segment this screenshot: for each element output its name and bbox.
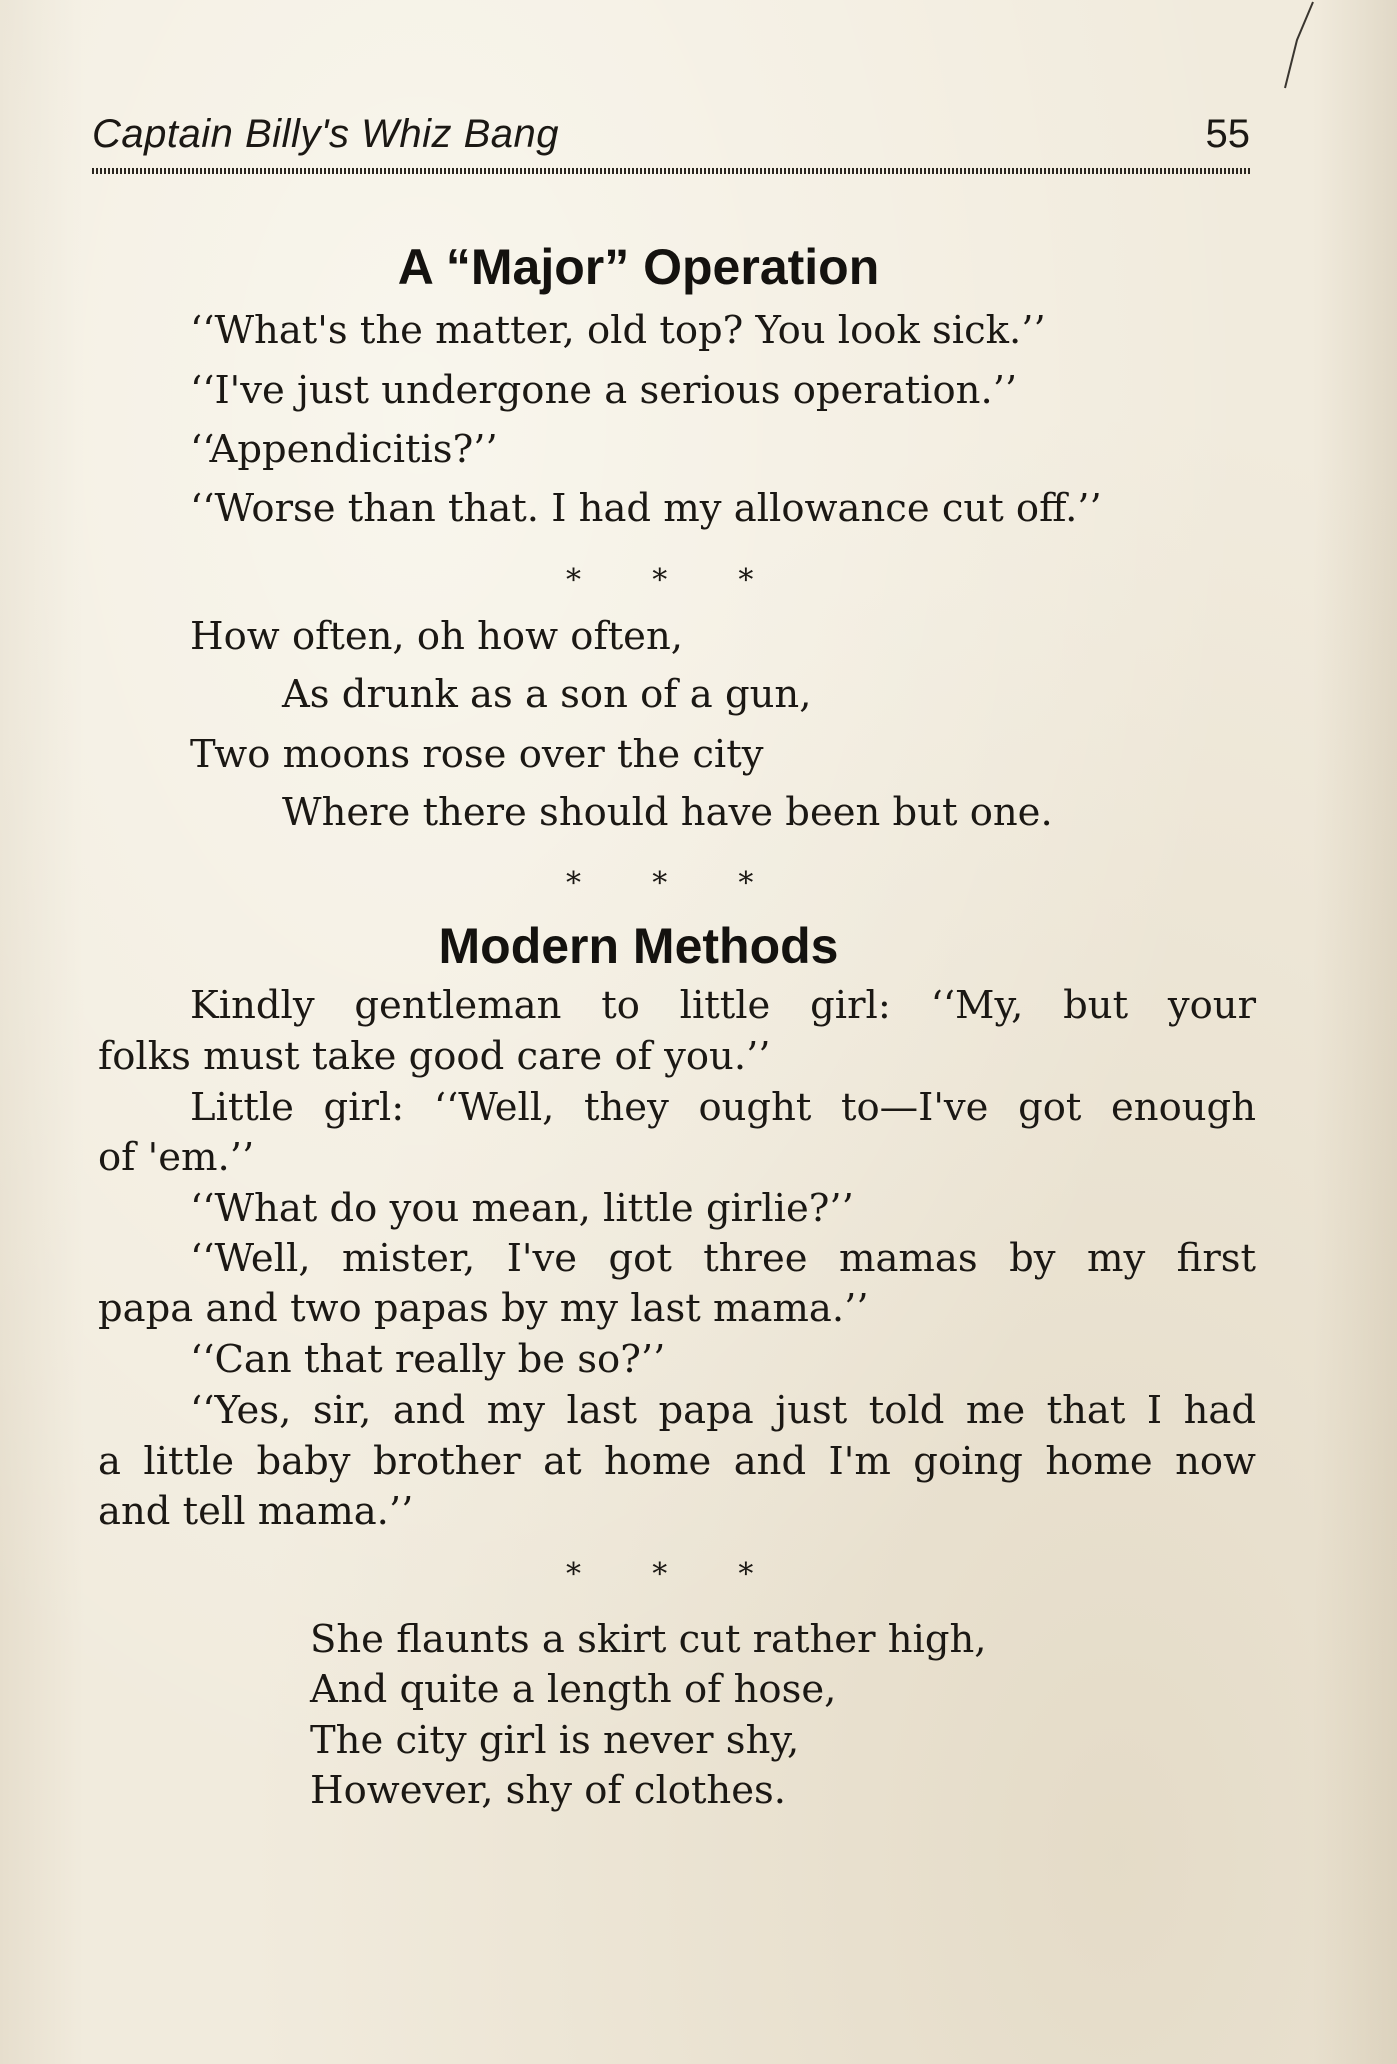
running-header	[92, 112, 1250, 172]
header-rule	[92, 168, 1250, 174]
dialogue-line: ‘‘I've just undergone a serious operation.’’	[190, 368, 1018, 413]
prose-line: ‘‘Yes, sir, and my last papa just told me that I had	[190, 1388, 1256, 1433]
prose-line: ‘‘What do you mean, little girlie?’’	[190, 1186, 854, 1231]
prose-line: ‘‘Well, mister, I've got three mamas by my first	[190, 1236, 1256, 1281]
dialogue-line: ‘‘Worse than that. I had my allowance cut off.’’	[190, 486, 1102, 531]
prose-line: ‘‘Can that really be so?’’	[190, 1337, 666, 1382]
section-separator: * * *	[566, 1557, 756, 1592]
page-number: 55	[1205, 112, 1250, 156]
poem-line: Where there should have been but one.	[282, 790, 1053, 835]
section-separator: * * *	[566, 563, 756, 598]
section-separator: * * *	[566, 866, 756, 901]
prose-line: Little girl: ‘‘Well, they ought to—I've got enough	[190, 1085, 1256, 1130]
pencil-mark	[1245, 0, 1315, 100]
prose-line: and tell mama.’’	[98, 1489, 414, 1534]
section-title-major-operation: A “Major” Operation	[397, 239, 880, 295]
poem-line: How often, oh how often,	[190, 614, 683, 659]
prose-line: a little baby brother at home and I'm going home now	[98, 1439, 1256, 1484]
prose-line: of 'em.’’	[98, 1135, 255, 1180]
poem-line: However, shy of clothes.	[310, 1768, 786, 1813]
prose-line: folks must take good care of you.’’	[98, 1034, 771, 1079]
poem-line: As drunk as a son of a gun,	[282, 672, 812, 717]
prose-line: Kindly gentleman to little girl: ‘‘My, but your	[190, 983, 1256, 1028]
poem-line: The city girl is never shy,	[310, 1718, 800, 1763]
poem-line: Two moons rose over the city	[190, 732, 764, 777]
running-title: Captain Billy's Whiz Bang	[92, 112, 559, 156]
prose-line: papa and two papas by my last mama.’’	[98, 1286, 869, 1331]
dialogue-line: ‘‘Appendicitis?’’	[190, 427, 498, 472]
poem-line: She flaunts a skirt cut rather high,	[310, 1617, 987, 1662]
poem-line: And quite a length of hose,	[310, 1667, 837, 1712]
section-title-modern-methods: Modern Methods	[438, 918, 839, 974]
dialogue-line: ‘‘What's the matter, old top? You look sick.’’	[190, 308, 1046, 353]
